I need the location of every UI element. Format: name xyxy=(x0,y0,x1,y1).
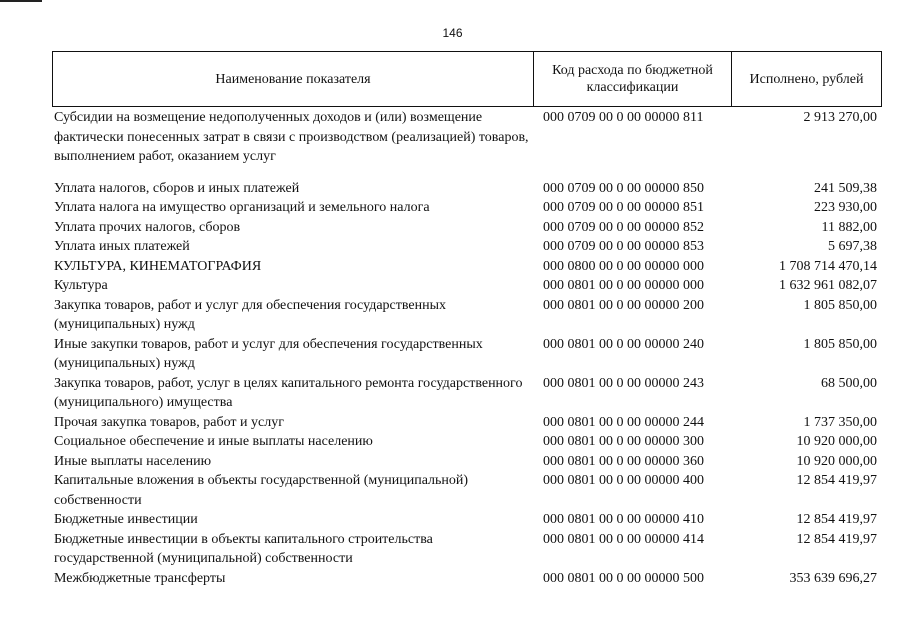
table-row xyxy=(52,530,882,569)
table-row xyxy=(52,179,882,199)
row-amount: 5 697,38 xyxy=(828,239,877,254)
row-code: 000 0709 00 0 00 00000 850 xyxy=(543,180,704,196)
row-code: 000 0801 00 0 00 00000 200 xyxy=(543,297,704,313)
row-code: 000 0801 00 0 00 00000 414 xyxy=(543,531,704,547)
table-row xyxy=(52,374,882,413)
table-row xyxy=(52,452,882,472)
row-amount: 12 854 419,97 xyxy=(796,531,877,547)
row-code: 000 0709 00 0 00 00000 852 xyxy=(543,219,704,235)
row-code: 000 0709 00 0 00 00000 853 xyxy=(543,239,704,254)
table-row xyxy=(52,432,882,452)
row-name: Закупка товаров, работ, услуг в целях капитального ремонта государственного (муниципального) имущества xyxy=(54,375,523,410)
row-name: Бюджетные инвестиции xyxy=(54,512,198,527)
row-code: 000 0801 00 0 00 00000 360 xyxy=(543,453,704,469)
header-amount: Исполнено, рублей xyxy=(749,71,864,87)
row-amount: 10 920 000,00 xyxy=(796,453,877,469)
table-row xyxy=(52,471,882,510)
row-code: 000 0801 00 0 00 00000 243 xyxy=(543,375,704,391)
row-name: КУЛЬТУРА, КИНЕМАТОГРАФИЯ xyxy=(54,258,262,274)
table-row xyxy=(52,198,882,218)
row-code: 000 0801 00 0 00 00000 400 xyxy=(543,473,704,488)
row-name: Бюджетные инвестиции в объекты капитального строительства государственной (муниципальной) собственности xyxy=(54,531,433,566)
row-name: Социальное обеспечение и иные выплаты населению xyxy=(54,434,373,449)
row-amount: 2 913 270,00 xyxy=(803,110,877,125)
row-name: Иные выплаты населению xyxy=(54,453,212,469)
row-amount: 11 882,00 xyxy=(821,219,877,235)
table-row xyxy=(52,335,882,374)
table-row xyxy=(52,218,882,238)
table-row xyxy=(52,569,882,589)
row-amount: 1 632 961 082,07 xyxy=(779,278,877,293)
page-number: 146 xyxy=(442,26,463,40)
row-name: Субсидии на возмещение недополученных доходов и (или) возмещение фактически понесенных затрат в связи с производством (реализацией) товаров, выполнением работ, оказанием услуг xyxy=(54,110,529,164)
row-amount: 12 854 419,97 xyxy=(796,473,877,488)
row-name: Межбюджетные трансферты xyxy=(54,570,226,586)
row-code: 000 0801 00 0 00 00000 000 xyxy=(543,278,704,293)
row-amount: 1 805 850,00 xyxy=(803,297,877,313)
row-name: Прочая закупка товаров, работ и услуг xyxy=(54,414,284,430)
row-code: 000 0801 00 0 00 00000 500 xyxy=(543,570,704,586)
row-code: 000 0800 00 0 00 00000 000 xyxy=(543,258,704,274)
table-row xyxy=(52,510,882,530)
row-name: Культура xyxy=(54,278,108,293)
header-name: Наименование показателя xyxy=(53,52,534,106)
row-name: Уплата иных платежей xyxy=(54,239,190,254)
row-code: 000 0709 00 0 00 00000 811 xyxy=(543,110,704,125)
row-name: Иные закупки товаров, работ и услуг для обеспечения государственных (муниципальных) нужд xyxy=(54,336,483,371)
row-code: 000 0801 00 0 00 00000 244 xyxy=(543,414,704,430)
table-row xyxy=(52,108,882,167)
row-amount: 223 930,00 xyxy=(814,200,877,215)
row-amount: 1 708 714 470,14 xyxy=(779,258,877,274)
row-amount: 241 509,38 xyxy=(814,180,877,196)
table-row xyxy=(52,296,882,335)
row-amount: 68 500,00 xyxy=(821,375,877,391)
table-row xyxy=(52,237,882,257)
scan-corner-mark xyxy=(0,0,42,2)
row-name: Уплата налога на имущество организаций и земельного налога xyxy=(54,200,430,215)
row-code: 000 0801 00 0 00 00000 300 xyxy=(543,434,704,449)
header-code: Код расхода по бюджетной классификации xyxy=(534,52,732,106)
table-row xyxy=(52,257,882,277)
row-name: Закупка товаров, работ и услуг для обеспечения государственных (муниципальных) нужд xyxy=(54,297,447,332)
table-row xyxy=(52,276,882,296)
row-name: Уплата налогов, сборов и иных платежей xyxy=(54,180,300,196)
row-name: Капитальные вложения в объекты государственной (муниципальной) собственности xyxy=(54,473,469,508)
row-code: 000 0801 00 0 00 00000 240 xyxy=(543,336,704,352)
row-code: 000 0801 00 0 00 00000 410 xyxy=(543,512,704,527)
row-code: 000 0709 00 0 00 00000 851 xyxy=(543,200,704,215)
row-amount: 10 920 000,00 xyxy=(796,434,877,449)
row-amount: 353 639 696,27 xyxy=(789,570,877,586)
table-body xyxy=(52,108,882,588)
table-header xyxy=(52,51,882,107)
row-amount: 1 805 850,00 xyxy=(803,336,877,352)
row-name: Уплата прочих налогов, сборов xyxy=(54,219,241,235)
row-amount: 1 737 350,00 xyxy=(803,414,877,430)
row-amount: 12 854 419,97 xyxy=(796,512,877,527)
table-row xyxy=(52,413,882,433)
